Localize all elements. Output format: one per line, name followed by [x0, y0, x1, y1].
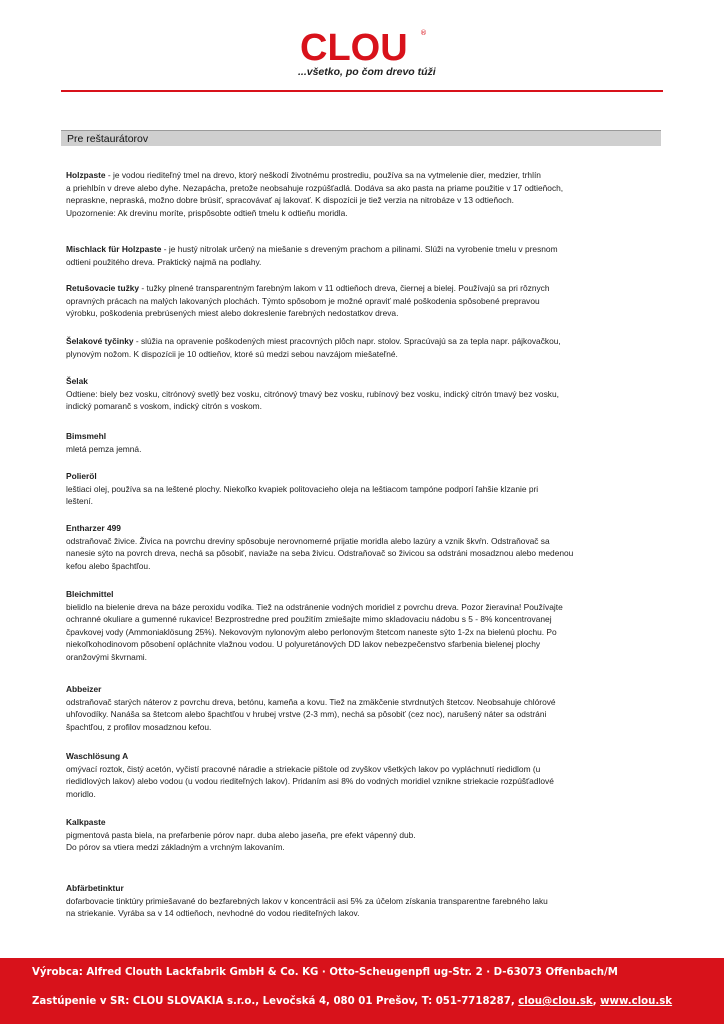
product-entry-retusovacie-tuzky: [66, 282, 660, 320]
product-text: uhľovodíky. Nanáša sa štetcom alebo špachtľou v hrubej vrstve (2-3 mm), nechá sa pôsobiť (cez noc), narušený náter sa odstráni: [66, 709, 547, 720]
registered-mark: ®: [420, 29, 427, 37]
product-entry-selak: [66, 375, 660, 413]
product-entry-abbeizer: [66, 683, 660, 733]
product-text: na striekanie. Vyrába sa v 14 odtieňoch, nevhodné do vodou riediteľných lakov.: [66, 908, 360, 919]
product-text: a priehlbín v dreve alebo dyhe. Nezapácha, pretože neobsahuje rozpúšťadlá. Dodáva sa ako pasta na priame použitie v 17 odtieňoch,: [66, 182, 564, 193]
brand-logo-block: [296, 26, 436, 90]
product-text: bielidlo na bielenie dreva na báze peroxidu vodíka. Tiež na odstránenie vodných moridiel z povrchu dreva. Pozor žieravina! Používajte: [66, 601, 563, 612]
product-text: - je hustý nitrolak určený na miešanie s dreveným prachom a pilinami. Slúži na vyrobenie tmelu v presnom: [161, 244, 558, 254]
footer-separator: ,: [592, 996, 601, 1007]
product-entry-bleichmittel: [66, 588, 660, 664]
product-entry-bimsmehl: [66, 430, 660, 455]
product-text: Odtiene: biely bez vosku, citrónový svetlý bez vosku, citrónový tmavý bez vosku, rubínový bez vosku, indický citrón tmavý bez vosku,: [66, 388, 559, 399]
product-entry-waschlosung: [66, 750, 660, 800]
product-entry-abfarbetinktur: [66, 882, 660, 920]
footer-website-link[interactable]: www.clou.sk: [600, 996, 673, 1007]
product-term: Šelakové tyčinky: [66, 336, 134, 346]
product-text: čpavkovej vody (Ammoniaklösung 25%). Nekovovým nylonovým alebo perlonovým štetcom naneste sýto 1-2x na bielenú plochu. Po: [66, 626, 557, 637]
section-header-bar: [61, 130, 661, 146]
product-text: nanesie sýto na povrch dreva, nechá sa pôsobiť, naviaže na seba živicu. Odstraňovač so živicou sa odstráni mosadznou alebo medenou: [66, 548, 574, 559]
product-entry-entharzer: [66, 522, 660, 572]
product-title: Bleichmittel: [66, 589, 114, 599]
product-text: odstraňovač živice. Živica na povrchu dreviny spôsobuje nerovnomerné prijatie moridla alebo lazúry a vznik škvŕn. Odstraňovač sa: [66, 535, 550, 546]
product-text: plynovým nožom. K dispozícii je 10 odtieňov, ktoré sú medzi sebou navzájom miešateľné.: [66, 348, 398, 359]
brand-tagline: ...všetko, po čom drevo túži: [298, 66, 436, 78]
product-text: leštiaci olej, používa sa na leštené plochy. Niekoľko kvapiek politovacieho oleja na leštiacom tampóne podporí ľahšie klzanie pri: [66, 483, 539, 494]
product-text: špachtľou, z profilov mosadznou kefou.: [66, 721, 212, 732]
product-entry-selakove-tycinky: [66, 335, 660, 360]
product-entry-kalkpaste: [66, 816, 660, 854]
product-term: Retušovacie tužky: [66, 283, 140, 293]
product-text: niekoľkohodinovom pôsobení opláchnite vlažnou vodou. U polyuretánových DD lakov nebezpečenstvo sfarbenia bielenej plochy: [66, 639, 541, 650]
footer-email-link[interactable]: clou@clou.sk: [518, 996, 593, 1007]
product-text: leštení.: [66, 496, 94, 507]
clou-logo: CLOU: [300, 27, 408, 69]
product-text: - je vodou riediteľný tmel na drevo, ktorý neškodí životnému prostrediu, používa sa na vytmelenie dier, medzier, trhlín: [105, 170, 541, 180]
product-title: Entharzer 499: [66, 523, 121, 533]
product-text: oranžovými škvrnami.: [66, 651, 147, 662]
product-title: Kalkpaste: [66, 817, 106, 827]
product-text: kefou alebo špachtľou.: [66, 560, 151, 571]
product-text: výrobku, poškodenia prebrúsených miest alebo dokreslenie farebných nedostatkov dreva.: [66, 308, 399, 319]
section-title: Pre reštaurátorov: [67, 133, 149, 145]
product-text: omývací roztok, čistý acetón, vyčistí pracovné náradie a striekacie pištole od zvyškov všetkých lakov po vypláchnutí riedidlom (u: [66, 763, 541, 774]
product-text: - tužky plnené transparentným farebným lakom v 11 odtieňoch dreva, čiernej a bielej. Používajú sa pri rôznych: [139, 283, 550, 293]
product-text: - slúžia na opravenie poškodených miest pracovných plôch napr. stolov. Spracúvajú sa za tepla napr. pájkovačkou,: [133, 336, 561, 346]
product-title: Polieröl: [66, 471, 97, 481]
product-text: indický pomaranč s voskom, indický citrón s voskom.: [66, 401, 262, 412]
product-text: Do pórov sa vtiera medzi základným a vrchným lakovaním.: [66, 842, 285, 853]
product-text: riedidlových lakov) alebo vodou (u vodou riediteľných lakov). Pridaním asi 8% do vodných moridiel vznikne striekacie rozpúšťadlové: [66, 776, 554, 787]
footer-representative: [32, 996, 672, 1007]
product-term: Mischlack für Holzpaste: [66, 244, 162, 254]
product-entry-holzpaste: [66, 169, 660, 219]
product-entry-mischlack: [66, 243, 660, 268]
header-divider: [61, 90, 663, 92]
product-title: Abbeizer: [66, 684, 102, 694]
product-text: ochranné okuliare a gumenné rukavice! Bezprostredne pred použitím zmiešajte mimo skladovaciu nádobu s 5 - 8% koncentrovanej: [66, 614, 552, 625]
product-title: Bimsmehl: [66, 431, 107, 441]
footer-manufacturer: Výrobca: Alfred Clouth Lackfabrik GmbH & Co. KG · Otto-Scheugenpfl ug-Str. 2 · D-63073 Offenbach/M: [32, 967, 618, 978]
product-title: Abfärbetinktur: [66, 883, 124, 893]
product-text: odstraňovač starých náterov z povrchu dreva, betónu, kameňa a kovu. Tiež na zmäkčenie stvrdnutých štetcov. Neobsahuje chlórové: [66, 696, 556, 707]
product-title: Šelak: [66, 376, 88, 386]
product-text: odtieni použitého dreva. Praktický najmä na podlahy.: [66, 256, 262, 267]
footer-address-text: Zastúpenie v SR: CLOU SLOVAKIA s.r.o., Levočská 4, 080 01 Prešov, T: 051-7718287,: [32, 996, 519, 1007]
product-text: nepraskne, nepraská, možno dobre brúsiť, spracovávať aj lakovať. K dispozícii je tiež verzia na nitrobáze v 13 odtieňoch.: [66, 195, 514, 206]
product-text: mletá pemza jemná.: [66, 443, 142, 454]
product-text: opravných prácach na malých lakovaných plochách. Týmto spôsobom je možné opraviť malé poškodenia spôsobené prepravou: [66, 295, 540, 306]
product-text: dofarbovacie tinktúry primiešavané do bezfarebných lakov v koncentrácii asi 5% za účelom získania transparentne farebného laku: [66, 895, 548, 906]
product-text: Upozornenie: Ak drevinu moríte, prispôsobte odtieň tmelu k odtieňu moridla.: [66, 207, 348, 218]
product-title: Waschlösung A: [66, 751, 129, 761]
product-entry-polierol: [66, 470, 660, 508]
product-text: moridlo.: [66, 788, 96, 799]
product-text: pigmentová pasta biela, na prefarbenie pórov napr. duba alebo jaseňa, pre efekt vápenný dub.: [66, 829, 416, 840]
product-term: Holzpaste: [66, 170, 106, 180]
footer-bar: [0, 958, 724, 1024]
